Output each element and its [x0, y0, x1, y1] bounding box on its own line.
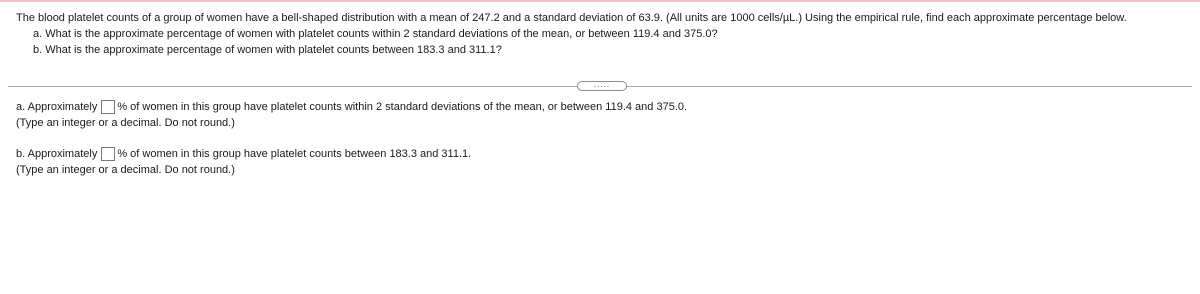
ellipsis-icon: .....: [593, 79, 611, 89]
answer-a-prefix: a. Approximately: [16, 101, 98, 113]
question-stem: The blood platelet counts of a group of women have a bell-shaped distribution with a mean of 247.2 and a standard deviation of 63.9. (All units are 1000 cells/µL.) Using the empirical rule, find each approximate percentage below.: [16, 12, 1127, 24]
answer-a-block: [16, 99, 687, 131]
answer-b-suffix: % of women in this group have platelet counts between 183.3 and 311.1.: [117, 148, 472, 160]
answer-a-line: [16, 99, 687, 115]
answer-b-line: [16, 146, 471, 162]
top-border: [0, 0, 1200, 2]
question-block: [16, 10, 1191, 58]
answer-a-hint: (Type an integer or a decimal. Do not round.): [16, 117, 235, 129]
answer-b-block: [16, 146, 471, 178]
answer-b-prefix: b. Approximately: [16, 148, 98, 160]
question-part-b: b. What is the approximate percentage of women with platelet counts between 183.3 and 311.1?: [33, 44, 502, 56]
answer-a-input[interactable]: [101, 100, 115, 114]
question-part-a: a. What is the approximate percentage of women with platelet counts within 2 standard deviations of the mean, or between 119.4 and 375.0?: [33, 28, 718, 40]
answer-a-suffix: % of women in this group have platelet counts within 2 standard deviations of the mean, or between 119.4 and 375.0.: [117, 101, 688, 113]
answer-b-input[interactable]: [101, 147, 115, 161]
answer-b-hint: (Type an integer or a decimal. Do not round.): [16, 164, 235, 176]
expand-more-button[interactable]: [577, 81, 627, 91]
